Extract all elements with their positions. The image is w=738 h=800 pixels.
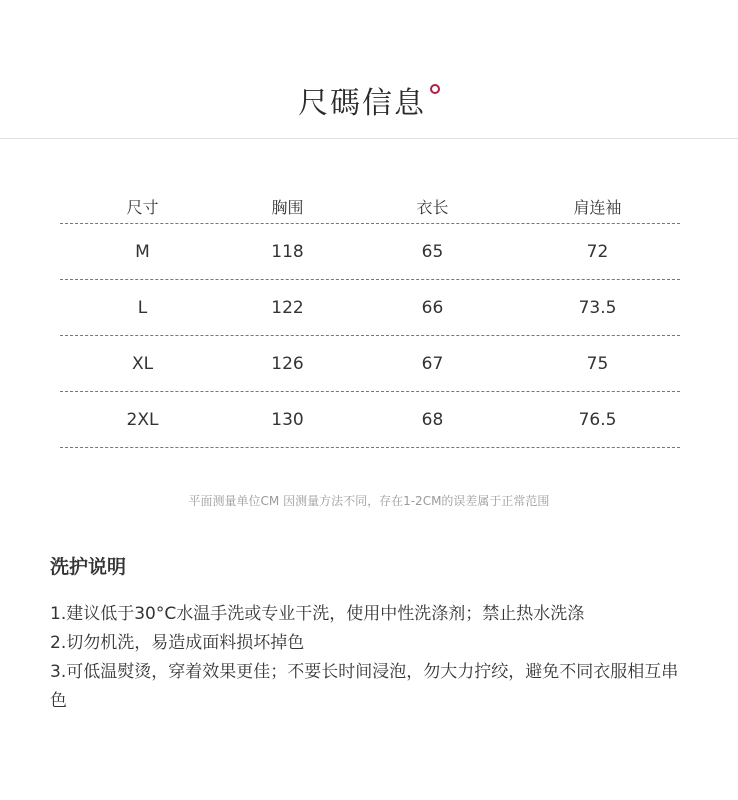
title-divider xyxy=(0,138,738,139)
table-row xyxy=(60,280,680,336)
care-heading: 洗护说明 xyxy=(50,556,127,578)
measurement-note: 平面测量单位CM 因测量方法不同，存在1-2CM的误差属于正常范围 xyxy=(188,494,550,508)
page-title-text: 尺碼信息 xyxy=(298,86,426,121)
size-cell: XL xyxy=(131,353,154,374)
sleeve-cell: 76.5 xyxy=(578,409,617,430)
length-cell: 68 xyxy=(421,409,444,430)
chest-cell: 122 xyxy=(271,297,304,318)
care-list xyxy=(50,600,690,716)
care-item: 2.切勿机洗，易造成面料损坏掉色 xyxy=(50,633,305,653)
length-cell: 67 xyxy=(421,353,444,374)
sleeve-cell: 72 xyxy=(586,241,609,262)
header-sleeve: 肩连袖 xyxy=(573,198,622,217)
chest-cell: 126 xyxy=(271,353,304,374)
size-table xyxy=(60,190,680,448)
size-cell: 2XL xyxy=(126,409,159,430)
sleeve-cell: 75 xyxy=(586,353,609,374)
sleeve-cell: 73.5 xyxy=(578,297,617,318)
table-row xyxy=(60,336,680,392)
care-item: 3.可低温熨烫，穿着效果更佳；不要长时间浸泡，勿大力拧绞，避免不同衣服相互串色 xyxy=(50,662,679,711)
size-cell: M xyxy=(135,241,150,262)
length-cell: 66 xyxy=(421,297,444,318)
chest-cell: 118 xyxy=(271,241,304,262)
length-cell: 65 xyxy=(421,241,444,262)
table-row xyxy=(60,224,680,280)
header-chest: 胸围 xyxy=(271,198,304,217)
page-title xyxy=(0,78,738,122)
title-dot-icon xyxy=(430,84,440,94)
chest-cell: 130 xyxy=(271,409,304,430)
size-table-header xyxy=(60,190,680,224)
header-size: 尺寸 xyxy=(126,198,159,217)
size-cell: L xyxy=(137,297,148,318)
care-item: 1.建议低于30°C水温手洗或专业干洗，使用中性洗涤剂；禁止热水洗涤 xyxy=(50,604,585,624)
header-length: 衣长 xyxy=(416,198,449,217)
table-row xyxy=(60,392,680,448)
